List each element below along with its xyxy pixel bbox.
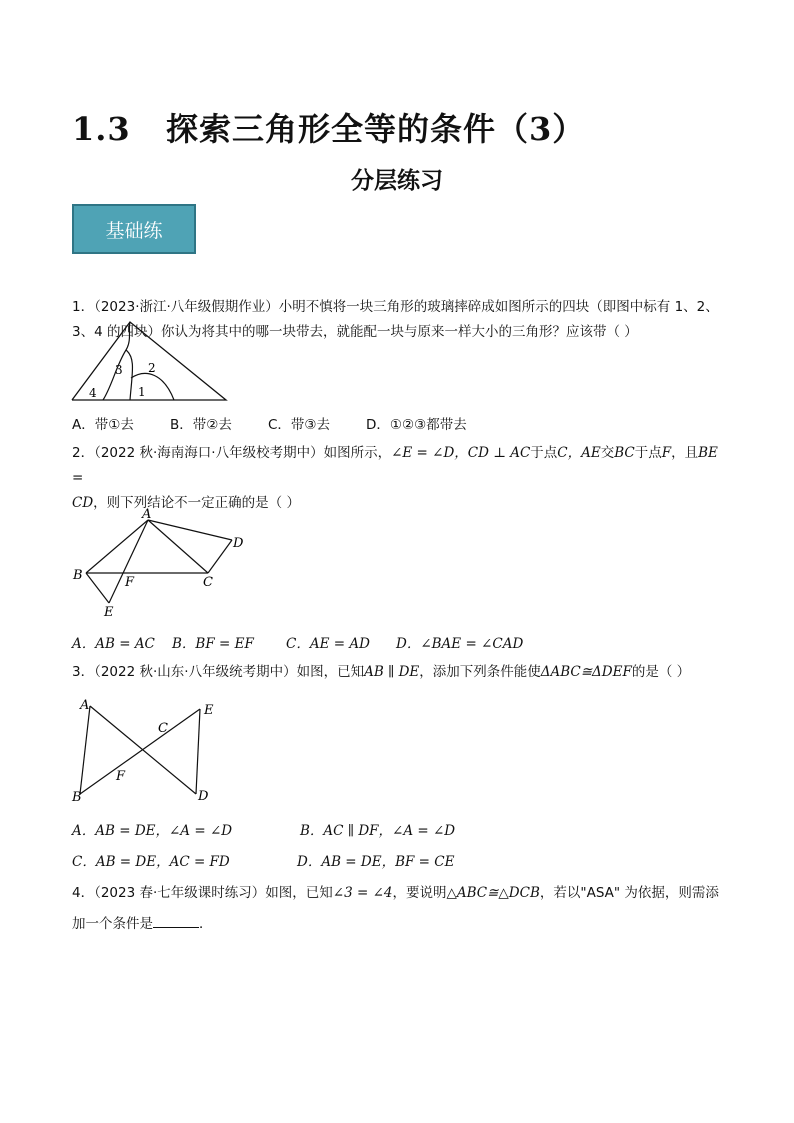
question-2-options — [72, 632, 523, 652]
point-label-c: C — [158, 721, 168, 736]
point-label-b: B — [73, 568, 83, 583]
piece-label-4: 4 — [89, 386, 97, 400]
question-4-line-2: 加一个条件是 ． — [72, 912, 724, 937]
question-1-line-1: 1．（2023·浙江·八年级假期作业）小明不慎将一块三角形的玻璃摔碎成如图所示的四块（即图中标有 1、2、 — [72, 299, 719, 315]
question-1-options — [72, 413, 467, 433]
question-3-text — [72, 660, 724, 685]
piece-label-2: 2 — [148, 361, 156, 375]
q2-option-d[interactable]: D．∠BAE = ∠CAD — [396, 636, 524, 652]
q2-option-a[interactable]: A．AB = AC — [72, 636, 155, 652]
page-title — [72, 104, 585, 150]
q3-option-a[interactable]: A．AB = DE，∠A = ∠D — [72, 823, 233, 839]
q1-option-b[interactable]: B．带②去 — [170, 417, 232, 433]
question-4-text — [72, 881, 724, 937]
question-2-line-2: CD，则下列结论不一定正确的是（ ） — [72, 495, 300, 511]
question-4-line-1: 4．（2023 春·七年级课时练习）如图，已知∠3 = ∠4，要说明△ABC≅△DCB，若以"ASA" 为依据，则需添 — [72, 885, 719, 901]
q1-option-c[interactable]: C．带③去 — [268, 417, 331, 433]
piece-label-1: 1 — [138, 385, 146, 399]
q1-option-d[interactable]: D．①②③都带去 — [366, 417, 467, 433]
point-label-d: D — [198, 789, 209, 804]
piece-label-3: 3 — [115, 363, 123, 377]
answer-blank[interactable] — [153, 913, 199, 928]
q2-option-b[interactable]: B．BF = EF — [172, 636, 254, 652]
question-3-line-1: 3．（2022 秋·山东·八年级统考期中）如图，已知AB ∥ DE，添加下列条件能使ΔABC≅ΔDEF的是（ ） — [72, 664, 691, 680]
question-3-options-row-2 — [72, 850, 454, 870]
question-3-options-row-1 — [72, 819, 455, 839]
point-label-a: A — [80, 698, 90, 713]
section-label: 基础练 — [105, 219, 163, 242]
point-label-f: F — [116, 769, 126, 784]
q1-option-a[interactable]: A．带①去 — [72, 417, 134, 433]
title-text: 探索三角形全等的条件（3） — [166, 110, 586, 148]
q2-option-c[interactable]: C．AE = AD — [286, 636, 370, 652]
section-number: 1.3 — [72, 110, 131, 148]
q3-option-d[interactable]: D．AB = DE，BF = CE — [297, 854, 455, 870]
point-label-b: B — [72, 790, 82, 805]
question-2-line-1: 2．（2022 秋·海南海口·八年级校考期中）如图所示，∠E = ∠D，CD ⊥ AC于点C，AE交BC于点F，且BE = — [72, 445, 718, 486]
q3-option-b[interactable]: B．AC ∥ DF，∠A = ∠D — [300, 823, 456, 839]
question-3-figure — [70, 694, 230, 806]
point-label-e: E — [104, 605, 114, 620]
page-subtitle: 分层练习 — [351, 168, 443, 194]
q3-option-c[interactable]: C．AB = DE，AC = FD — [72, 854, 230, 870]
question-2-figure — [70, 505, 250, 620]
point-label-a: A — [142, 507, 152, 522]
section-label-box — [72, 204, 196, 254]
point-label-c: C — [203, 575, 213, 590]
point-label-e: E — [204, 703, 214, 718]
crack-line-2 — [126, 350, 133, 400]
point-label-d: D — [233, 536, 244, 551]
question-1-line-2: 3、4 的四块）你认为将其中的哪一块带去，就能配一块与原来一样大小的三角形？应该带（ ） — [72, 324, 638, 340]
question-1-figure — [70, 318, 230, 404]
point-label-f: F — [125, 575, 135, 590]
crack-line-1 — [103, 322, 130, 400]
